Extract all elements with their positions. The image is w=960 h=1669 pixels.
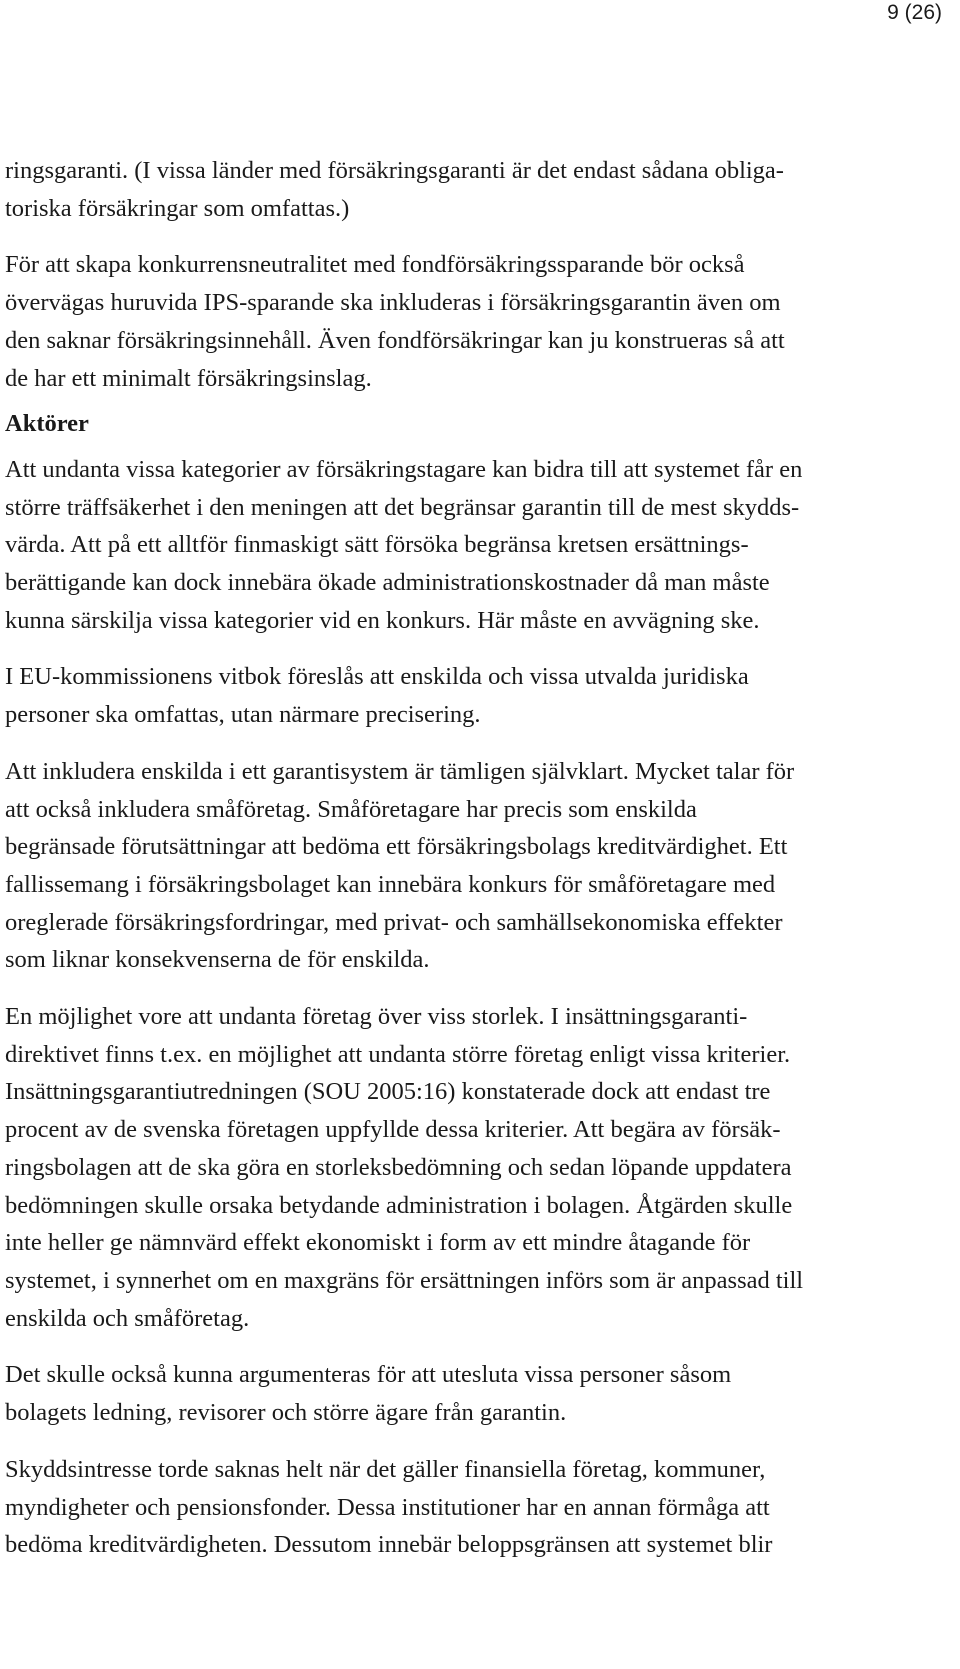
- text-line: En möjlighet vore att undanta företag över viss storlek. I insättningsgaranti-: [5, 1003, 748, 1031]
- text-line: Skyddsintresse torde saknas helt när det gäller finansiella företag, kommuner,: [5, 1455, 766, 1483]
- text-line: berättigande kan dock innebära ökade administrationskostnader då man måste: [5, 569, 770, 597]
- text-line: enskilda och småföretag.: [5, 1304, 250, 1332]
- text-line: den saknar försäkringsinnehåll. Även fondförsäkringar kan ju konstrueras så att: [5, 326, 785, 354]
- page-number: 9 (26): [887, 1, 942, 24]
- text-line: Det skulle också kunna argumenteras för att utesluta vissa personer såsom: [5, 1361, 732, 1389]
- paragraph: [5, 658, 950, 733]
- text-line: de har ett minimalt försäkringsinslag.: [5, 364, 372, 392]
- paragraph: [5, 1356, 950, 1431]
- text-line: att också inkludera småföretag. Småföretagare har precis som enskilda: [5, 795, 697, 823]
- text-line: ringsgaranti. (I vissa länder med försäkringsgaranti är det endast sådana obliga-: [5, 157, 784, 184]
- text-line: begränsade förutsättningar att bedöma ett försäkringsbolags kreditvärdighet. Ett: [5, 833, 788, 861]
- text-line: kunna särskilja vissa kategorier vid en konkurs. Här måste en avvägning ske.: [5, 606, 760, 634]
- text-line: större träffsäkerhet i den meningen att det begränsar garantin till de mest skydds-: [5, 493, 800, 521]
- paragraph: [5, 1451, 950, 1564]
- text-line: systemet, i synnerhet om en maxgräns för ersättningen införs som är anpassad till: [5, 1266, 804, 1294]
- paragraph: [5, 753, 950, 979]
- text-line: inte heller ge nämnvärd effekt ekonomiskt i form av ett mindre åtagande för: [5, 1229, 751, 1257]
- text-line: bolagets ledning, revisorer och större ägare från garantin.: [5, 1399, 567, 1427]
- text-line: För att skapa konkurrensneutralitet med fondförsäkringssparande bör också: [5, 251, 745, 279]
- text-line: som liknar konsekvenserna de för enskilda.: [5, 946, 430, 974]
- paragraph: [5, 451, 950, 640]
- text-line: värda. Att på ett alltför finmaskigt sätt försöka begränsa kretsen ersättnings-: [5, 531, 749, 559]
- text-line: I EU-kommissionens vitbok föreslås att enskilda och vissa utvalda juridiska: [5, 663, 749, 691]
- text-line: Insättningsgarantiutredningen (SOU 2005:16) konstaterade dock att endast tre: [5, 1078, 771, 1106]
- text-line: Att inkludera enskilda i ett garantisystem är tämligen självklart. Mycket talar för: [5, 757, 795, 785]
- text-line: oreglerade försäkringsfordringar, med privat- och samhällsekonomiska effekter: [5, 908, 783, 936]
- text-line: direktivet finns t.ex. en möjlighet att undanta större företag enligt vissa kriterier.: [5, 1040, 791, 1068]
- text-line: toriska försäkringar som omfattas.): [5, 194, 350, 222]
- text-line: bedömningen skulle orsaka betydande administration i bolagen. Åtgärden skulle: [5, 1191, 793, 1219]
- text-line: myndigheter och pensionsfonder. Dessa institutioner har en annan förmåga att: [5, 1493, 770, 1521]
- text-line: fallissemang i försäkringsbolaget kan innebära konkurs för småföretagare med: [5, 870, 776, 898]
- text-line: Att undanta vissa kategorier av försäkringstagare kan bidra till att systemet får en: [5, 455, 803, 483]
- text-line: procent av de svenska företagen uppfyllde dessa kriterier. Att begära av försäk-: [5, 1116, 781, 1144]
- section-heading: Aktörer: [5, 410, 89, 438]
- document-body: [5, 152, 950, 1564]
- text-line: personer ska omfattas, utan närmare precisering.: [5, 701, 481, 729]
- text-line: ringsbolagen att de ska göra en storleksbedömning och sedan löpande uppdatera: [5, 1153, 792, 1181]
- paragraph: [5, 998, 950, 1337]
- paragraph: [5, 246, 950, 397]
- text-line: bedöma kreditvärdigheten. Dessutom innebär beloppsgränsen att systemet blir: [5, 1531, 773, 1559]
- paragraph: [5, 152, 950, 227]
- text-line: övervägas huruvida IPS-sparande ska inkluderas i försäkringsgarantin även om: [5, 289, 781, 317]
